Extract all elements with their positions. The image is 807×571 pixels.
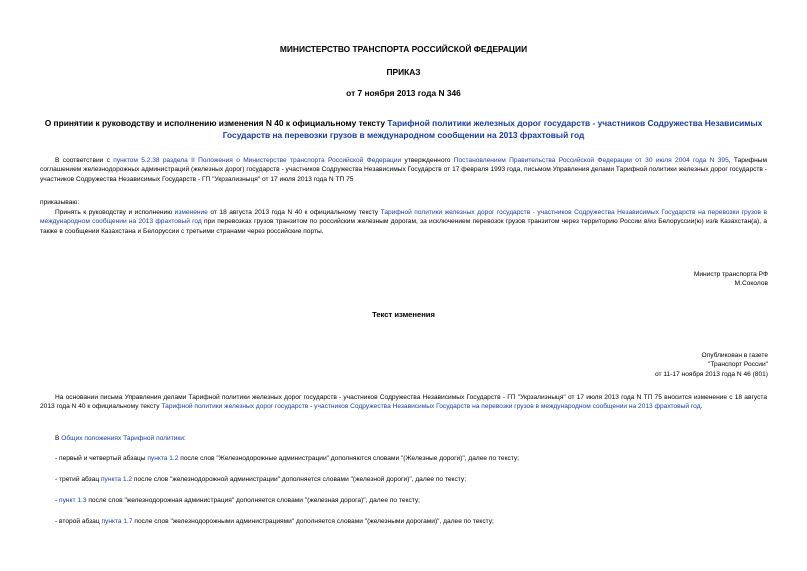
change-link[interactable]: изменение	[174, 209, 208, 216]
item-text: - третий абзац	[55, 476, 101, 483]
general-provisions-link[interactable]: Общих положениях Тарифной политики	[61, 435, 184, 442]
item-link[interactable]: пункта 1.2	[147, 455, 179, 462]
item-text: после слов "Железнодорожные администрации" дополняются словами "(Железные дороги)", далее по тексту;	[178, 455, 520, 462]
item-text: - второй абзац	[55, 518, 102, 525]
list-item	[55, 454, 767, 463]
order-title	[40, 117, 767, 141]
preamble-text-3: , Тарифным соглашением железнодорожных администраций (железных дорог) государств - участников Содружества Независимых Государств от 17 февраля 1993 года, письмом Управления делами Тарифной политики железных дорог государств - участников Содружества Независимых Государств - ГП "Укрзализныця" от 17 июля 2013 года N ТП 75	[40, 157, 767, 183]
title-prefix: О принятии к руководству и исполнению изменения N 40 к официальному тексту	[44, 118, 388, 128]
regulation-link[interactable]: пунктом 5.2.38 раздела II Положения о Министерстве транспорта Российской Федерации	[113, 157, 402, 164]
basis-paragraph	[40, 393, 767, 412]
item-link[interactable]: пункта 1.7	[101, 518, 133, 525]
publication-line-3: от 11-17 ноября 2013 года N 46 (801)	[654, 370, 768, 378]
tariff-policy-link[interactable]: Тарифной политики железных дорог государств - участников Содружества Независимых Государств на перевозки грузов в международном сообщении на 2013 фрахтовый год	[40, 209, 767, 226]
general-text-1: В	[55, 435, 62, 442]
change-text-heading: Текст изменения	[372, 310, 435, 319]
item-link[interactable]: пункт 1.3	[59, 497, 87, 504]
general-text-2: :	[183, 435, 186, 442]
ministry-heading: МИНИСТЕРСТВО ТРАНСПОРТА РОССИЙСКОЙ ФЕДЕРАЦИИ	[279, 44, 528, 54]
basis-tariff-link[interactable]: Тарифной политики железных дорог государств - участников Содружества Независимых Государств на перевозки грузов в международном сообщении на 2013 фрахтовый год	[161, 403, 701, 411]
order-text-1: Принять к руководству и исполнению	[55, 209, 175, 216]
publication-line-1: Опубликован в газете	[701, 352, 768, 359]
signature-block	[568, 270, 768, 289]
order-date: от 7 ноября 2013 года N 346	[346, 88, 461, 98]
signatory-name: М.Соколов	[734, 280, 768, 288]
order-heading: ПРИКАЗ	[386, 67, 421, 77]
item-text: после слов "железнодорожными администрациями" дополняется словами "(железными дорогами)", далее по тексту;	[132, 518, 494, 525]
item-text: -	[55, 497, 60, 504]
order-text-2: от 18 августа 2013 года N 40 к официальному тексту	[207, 209, 381, 216]
title-link[interactable]: Тарифной политики железных дорог государств - участников Содружества Независимых Государств на перевозки грузов в международном сообщении на 2013 фрахтовый год	[222, 118, 763, 141]
general-provisions-line	[40, 434, 767, 443]
item-link[interactable]: пункта 1.2	[100, 476, 133, 483]
basis-text-1: На основании письма Управления делами Тарифной политики железных дорог государств - участников Содружества Независимых Государств - ГП "Укрзализныця" от 17 июля 2013 года N ТП 75 вносится изменение с 18 августа 2013 года N 40 к официальному тексту	[40, 394, 767, 411]
preamble-paragraph	[40, 156, 767, 184]
list-item	[55, 475, 767, 484]
basis-text-2: .	[700, 403, 703, 411]
signatory-position: Министр транспорта РФ	[693, 271, 768, 278]
publication-info	[548, 351, 768, 379]
order-text-3: при перевозках грузов транзитом по российским железным дорогам, за исключением перевозок грузов транзитом через территорию России в/из Белоруссии(ю) из/в Казахстан(а), а также в сообщении Казахстана и Белоруссии с третьими странами через российские порты.	[40, 218, 767, 235]
list-item	[55, 517, 767, 526]
preamble-text-1: В соответствии с	[55, 157, 114, 164]
preamble-text-2: утвержденного	[401, 157, 454, 164]
order-word: приказываю:	[40, 199, 80, 206]
item-text: - первый и четвертый абзацы	[55, 455, 148, 462]
item-text: после слов "железнодорожной администрации" дополняется словами "(железной дороги)", далее по тексту;	[132, 476, 467, 483]
government-decree-link[interactable]: Постановлением Правительства Российской Федерации от 30 июля 2004 года N 395	[453, 157, 729, 164]
list-item	[55, 496, 767, 505]
publication-line-2: "Транспорт России"	[708, 361, 768, 369]
order-body-paragraph	[40, 208, 767, 236]
item-text: после слов "железнодорожная администрация" дополняется словами "(железная дорога)", далее по тексту;	[86, 497, 420, 504]
